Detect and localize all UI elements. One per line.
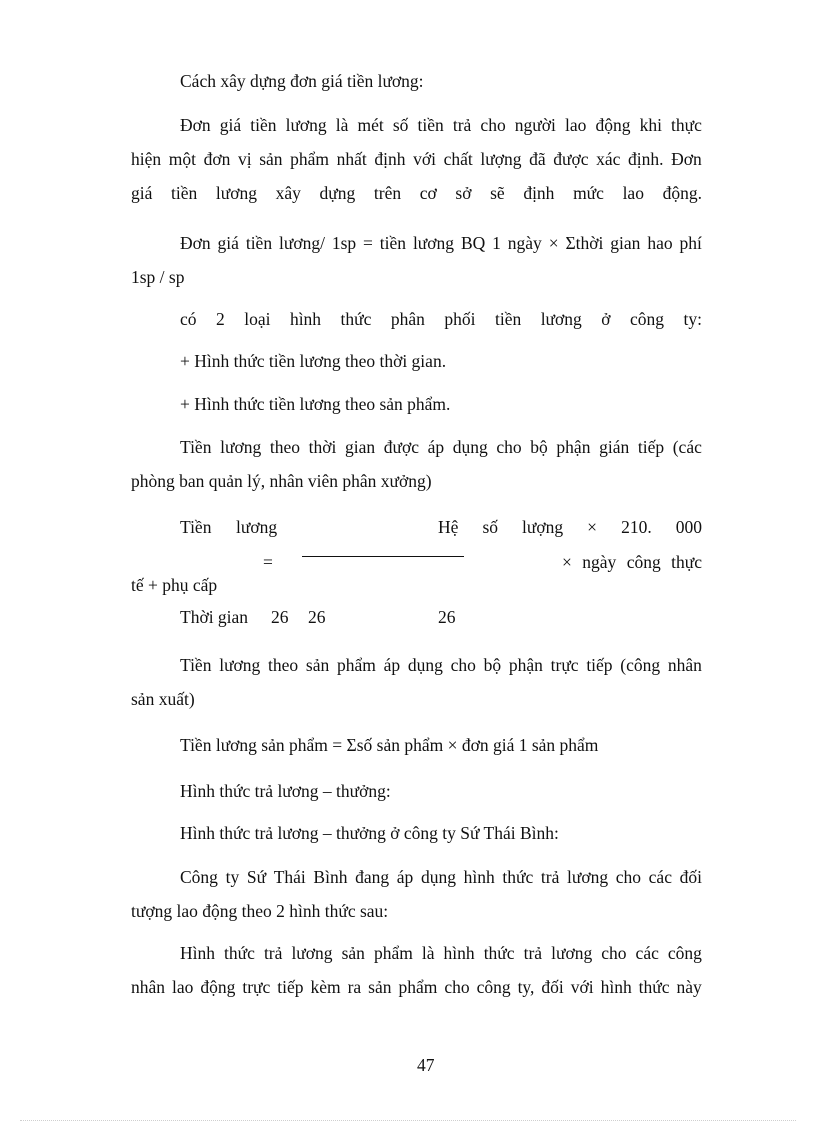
word: × <box>562 552 572 572</box>
product-salary-line-2: sản xuất) <box>131 689 195 709</box>
word: lương <box>219 655 261 675</box>
word: hình <box>600 977 632 997</box>
word: với <box>570 977 594 997</box>
word: ngày <box>507 233 542 253</box>
word: Hình <box>180 943 215 963</box>
word: cơ <box>419 183 437 203</box>
word: đơn <box>203 149 231 169</box>
word: sản <box>259 149 283 169</box>
word: phối <box>444 309 476 329</box>
pay-form-line-2 <box>131 976 702 998</box>
definition-line-2 <box>131 148 702 170</box>
word: hình <box>289 309 322 329</box>
company-line-1 <box>180 866 702 888</box>
word: được <box>383 437 419 457</box>
word: các <box>648 867 672 887</box>
pay-form-line-1 <box>180 942 702 964</box>
word: mức <box>573 183 604 203</box>
word: cho <box>496 437 522 457</box>
word: động <box>595 115 631 135</box>
word: sản <box>341 943 365 963</box>
word: 210. <box>621 517 652 537</box>
word: công <box>476 977 511 997</box>
formula-bottom-label: Thời gian <box>180 607 249 627</box>
word: phận <box>556 437 591 457</box>
word: Tiền <box>180 655 212 675</box>
word: áp <box>396 867 414 887</box>
word: Đơn <box>180 233 211 253</box>
word: Bình <box>313 867 348 887</box>
formula-label-tien: Tiền <box>180 517 212 537</box>
word: đối <box>541 977 564 997</box>
word: nhân <box>667 655 702 675</box>
word: dựng <box>319 183 356 203</box>
formula-unit-rate-line-2: 1sp / sp <box>131 267 185 287</box>
word: các <box>635 943 659 963</box>
word: bộ <box>483 655 502 675</box>
word: lương <box>551 943 593 963</box>
word: gian <box>610 233 641 253</box>
word: hao <box>647 233 673 253</box>
formula-label-luong: lương <box>236 517 278 537</box>
word: tiếp <box>586 655 613 675</box>
word: nhất <box>336 149 367 169</box>
word: tiền <box>171 183 198 203</box>
word: Sứ <box>246 867 267 887</box>
word: tiếp <box>637 437 665 457</box>
word: thức <box>502 867 534 887</box>
word: áp <box>383 655 401 675</box>
word: ngày <box>582 552 617 572</box>
word: định <box>523 183 555 203</box>
word: trả <box>540 867 560 887</box>
word: thức <box>483 943 515 963</box>
word: định <box>374 149 406 169</box>
word: × <box>548 233 559 253</box>
word: đối <box>679 867 702 887</box>
word: này <box>676 977 702 997</box>
word: ở <box>601 309 611 329</box>
word: thức <box>638 977 670 997</box>
formula-equals: = <box>263 552 273 572</box>
word: giá <box>131 183 153 203</box>
word: vị <box>237 149 252 169</box>
word: lương <box>215 183 257 203</box>
form-time-item: + Hình thức tiền lương theo thời gian. <box>180 351 447 371</box>
word: nhân <box>131 977 166 997</box>
word: trên <box>373 183 402 203</box>
fraction-bar <box>302 556 464 557</box>
word: ra <box>347 977 362 997</box>
word: hiện <box>131 149 162 169</box>
word: phân <box>390 309 425 329</box>
word: 1 <box>492 233 501 253</box>
word: tiền <box>494 309 522 329</box>
word: Σthời <box>565 233 604 253</box>
word: gián <box>599 437 630 457</box>
word: chất <box>443 149 473 169</box>
formula-unit-rate-line-1 <box>180 232 702 254</box>
word: lao <box>622 183 644 203</box>
word: khi <box>639 115 662 135</box>
word: tiền <box>379 233 407 253</box>
word: công <box>667 943 702 963</box>
word: phẩm <box>398 977 438 997</box>
word: lượng <box>522 517 564 537</box>
bonus-heading: Hình thức trả lương – thưởng: <box>180 781 391 801</box>
word: sản <box>368 977 392 997</box>
word: Thái <box>273 867 306 887</box>
word: Công <box>180 867 218 887</box>
word: = <box>363 233 373 253</box>
word: bộ <box>530 437 548 457</box>
word: phận <box>508 655 543 675</box>
word: tiền <box>250 115 277 135</box>
word: sẽ <box>490 183 505 203</box>
word: thức <box>340 309 372 329</box>
bonus-company-heading: Hình thức trả lương – thưởng ở công ty Sứ Thái Bình: <box>180 823 559 843</box>
word: trả <box>263 943 283 963</box>
word: người <box>514 115 556 135</box>
word: dụng <box>452 437 488 457</box>
word: tiền <box>245 233 273 253</box>
word: ty, <box>517 977 535 997</box>
word: BQ <box>460 233 486 253</box>
time-salary-line-2: phòng ban quản lý, nhân viên phân xưởng) <box>131 471 432 491</box>
word: xác <box>596 149 621 169</box>
word: cho <box>601 943 627 963</box>
word: dụng <box>407 655 443 675</box>
word: lương <box>220 437 262 457</box>
word: sản <box>305 655 330 675</box>
word: lương <box>412 233 455 253</box>
word: ty <box>225 867 240 887</box>
word: 000 <box>675 517 702 537</box>
word: phí <box>679 233 702 253</box>
forms-intro <box>180 308 702 330</box>
formula-denominator-2: 26 <box>308 607 326 627</box>
word: trả <box>452 115 472 135</box>
word: Đơn <box>671 149 702 169</box>
word: lương/ <box>278 233 325 253</box>
word: đã <box>529 149 546 169</box>
formula-denominator-3: 26 <box>438 607 456 627</box>
word: thức <box>224 943 255 963</box>
formula-numerator <box>438 516 702 538</box>
word: lượng <box>480 149 522 169</box>
word: ty: <box>683 309 702 329</box>
word: thực <box>671 552 702 572</box>
word: theo <box>268 655 299 675</box>
formula-denominator-1: 26 <box>271 607 289 627</box>
word: thực <box>671 115 702 135</box>
word: 1sp <box>331 233 357 253</box>
word: giá <box>219 115 242 135</box>
word: giá <box>217 233 239 253</box>
company-line-2: tượng lao động theo 2 hình thức sau: <box>131 901 389 921</box>
word: định. <box>628 149 664 169</box>
word: tiếp <box>277 977 304 997</box>
word: thời <box>308 437 337 457</box>
word: trực <box>242 977 271 997</box>
word: trả <box>523 943 543 963</box>
formula-line-2: tế + phụ cấp <box>131 575 218 595</box>
word: cho <box>444 977 470 997</box>
page-edge-divider <box>20 1120 796 1121</box>
word: (công <box>620 655 661 675</box>
word: với <box>413 149 436 169</box>
word: tiền <box>417 115 444 135</box>
word: 2 <box>216 309 225 329</box>
word: cho <box>615 867 642 887</box>
word: (các <box>672 437 702 457</box>
page-number: 47 <box>417 1055 435 1075</box>
word: có <box>180 309 197 329</box>
word: một <box>168 149 196 169</box>
word: theo <box>269 437 300 457</box>
word: loại <box>244 309 271 329</box>
word: số <box>482 517 498 537</box>
word: áp <box>427 437 445 457</box>
word: lương <box>540 309 582 329</box>
word: cho <box>450 655 476 675</box>
word: Hệ <box>438 517 459 537</box>
word: cho <box>480 115 506 135</box>
word: mét <box>357 115 384 135</box>
product-salary-line-1 <box>180 654 702 676</box>
word: dụng <box>420 867 456 887</box>
word: hình <box>443 943 475 963</box>
word: là <box>335 115 349 135</box>
word: Đơn <box>180 115 211 135</box>
word: công <box>630 309 665 329</box>
form-product-item: + Hình thức tiền lương theo sản phẩm. <box>180 394 451 414</box>
word: lao <box>172 977 194 997</box>
word: × <box>587 517 598 537</box>
word: lương <box>285 115 327 135</box>
word: trực <box>550 655 579 675</box>
word: lao <box>565 115 587 135</box>
word: phẩm <box>373 943 413 963</box>
word: phẩm <box>290 149 330 169</box>
word: được <box>553 149 589 169</box>
word: lương <box>566 867 609 887</box>
formula-product-salary: Tiền lương sản phẩm = Σsố sản phẩm × đơn giá 1 sản phẩm <box>180 735 599 755</box>
word: công <box>626 552 661 572</box>
time-salary-line-1 <box>180 436 702 458</box>
word: động. <box>662 183 702 203</box>
word: động <box>200 977 236 997</box>
word: hình <box>463 867 495 887</box>
formula-tail <box>562 551 702 573</box>
heading-salary-rate: Cách xây dựng đơn giá tiền lương: <box>180 71 424 91</box>
word: Tiền <box>180 437 212 457</box>
word: số <box>392 115 409 135</box>
word: là <box>421 943 435 963</box>
word: sở <box>455 183 472 203</box>
word: đang <box>355 867 390 887</box>
word: xây <box>275 183 301 203</box>
word: kèm <box>310 977 341 997</box>
word: lương <box>291 943 333 963</box>
definition-line-3 <box>131 182 702 204</box>
definition-line-1 <box>180 114 702 136</box>
word: gian <box>344 437 376 457</box>
word: phẩm <box>336 655 376 675</box>
